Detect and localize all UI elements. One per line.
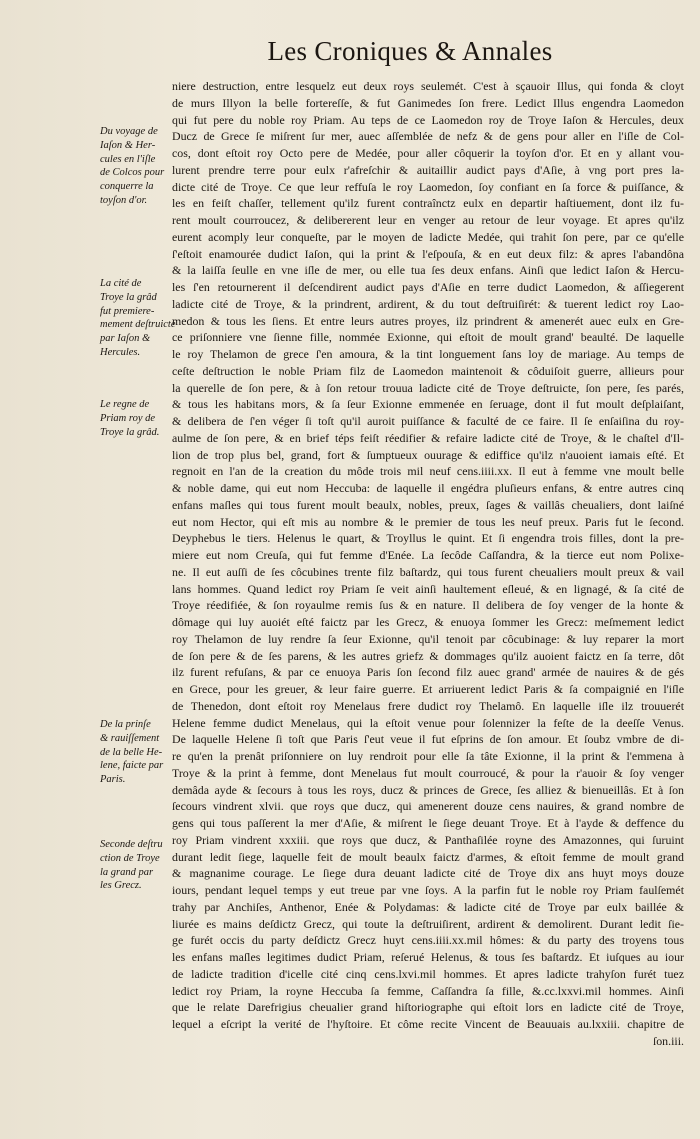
side-note-line: conquerre la — [100, 181, 154, 193]
side-note-line: Troye la grâd — [100, 291, 157, 303]
side-note-line: Seconde deſtru — [100, 839, 163, 850]
body-line: rent moult courroucez, & delibererent leur en venger au retour de leur voyage. Et apres qu'ilz — [172, 213, 684, 227]
body-line: trahy par Anchiſes, Anthenor, Enée & Polydamas: & ladicte cité de Troye par eulx baillée & — [172, 899, 684, 914]
body-line: liurée es mains deſdictz Grecz, qui toute la deſtruiſirent, ardirent & demolirent. Durant ledit ſie- — [172, 916, 684, 931]
body-line: Helene femme dudict Menelaus, qui la eſtoit venue pour ſolennizer la feſte de la deeſſe Venus. — [172, 715, 684, 730]
body-line: les enfans maſles legitimes dudict Priam, reſerué Helenus, & tous ſes baſtardz. Et iuſques au iour — [172, 950, 684, 964]
body-line: ne. Il eut auſſi de ſes côcubines trente filz baſtardz, qui tous furent cheualiers moult preux & vail — [172, 564, 684, 579]
body-line: les ſ'en retournerent il deſcendirent audict pays d'Aſie en terre dudict Laomedon, & aſſiegerent — [172, 280, 684, 294]
side-note-troye-destruicte — [100, 277, 176, 360]
body-line: ceſte deſtruction le noble Priam filz de Laomedon maintenoit & côduiſoit guerre, allieurs pour — [172, 363, 684, 378]
body-line: medon & tous les ſiens. Et entre leurs autres proyes, ilz prindrent & amenerét auec eulx en Gre- — [172, 313, 684, 328]
body-line: de murs Illyon la belle fortereſſe, & fut Ganimedes ſon frere. Ledict Illus engendra Laomedon — [172, 95, 684, 110]
body-line: le roy Thelamon de grece ſ'en amoura, & la tint longuement ſans loy de mariage. Au temps de — [172, 347, 684, 361]
body-line: & noble dame, qui eut nom Heccuba: de laquelle il engédra pluſieurs enfans, & entre autres cinq — [172, 481, 684, 495]
body-line: ge furét occis du party deſdictz Grecz huyt cens.iiii.xx.mil hômes: & du party des troyens tous — [172, 933, 684, 948]
body-line: ladicte cité de Troye, & la prindrent, ardirent, & du tout deſtruiſirét: & tuerent ledict roy Lao- — [172, 296, 684, 311]
side-note-line: Hercules. — [100, 346, 141, 358]
running-head: Les Croniques & Annales — [267, 36, 553, 66]
side-note-line: & rauiſſement — [100, 732, 160, 744]
body-line: enfans maſles qui tous furent moult beaulx, nobles, preux, ſages & vaillâs cheualiers, dont laiſné — [172, 497, 684, 512]
body-line: Troye réedifiée, & ſon royaulme remis ſus & en nature. Il delibera de ſoy venger de la honte & — [172, 598, 684, 613]
side-note-line: de la belle He- — [100, 746, 163, 758]
side-note-line: Paris. — [100, 774, 126, 786]
body-line: lion de trop plus bel, grand, fort & ſumptueux ouurage & ediffice qu'ilz n'auoient iamais eſté. Et — [172, 447, 684, 462]
body-line: Deyphebus le tiers. Helenus le quart, & Troyllus le quint. Et ſi engendra trois filles, dont la pre- — [172, 531, 684, 546]
body-line: iours, pendant lequel temps y eut treue par vne ſoys. A la parfin fut le noble roy Priam faulſemét — [172, 883, 684, 897]
body-line: dômage qui luy auoiét eſté faictz par les Grecz, & enuoya ſommer les Grecz: meſmement ledict — [172, 615, 684, 629]
body-line: lans hommes. Quand ledict roy Priam ſe veit ainſi haultement eſleué, & en lignagé, & ſa cité de — [172, 581, 684, 596]
side-note-line: mement deſtruicte — [100, 319, 176, 331]
side-note-line: ction de Troye — [100, 852, 160, 864]
body-line: qui fut pere du noble roy Priam. Au teps de ce Laomedon roy de Troye Iaſon & Hercules, deux — [172, 112, 684, 127]
body-line: demâda ayde & ſecours à tous les roys, ducz & princes de Grece, ſes alliez & bienueillâs. Et à ſon — [172, 782, 684, 797]
body-line: ledict roy Priam, la royne Heccuba ſa femme, Caſſandra ſa fille, &.cc.lxxvi.mil hommes. Ainſi — [172, 983, 684, 998]
body-line: lequel a eſcript la verité de l'hyſtoire. Et côme recite Vincent de Beauuais au.lxxiii. chapitre de — [172, 1017, 684, 1031]
side-note-line: lene, faicte par — [100, 760, 164, 772]
body-line: ſon.iii. — [652, 1033, 684, 1048]
side-note-line: de Colcos pour — [100, 167, 165, 179]
body-line: en Grece, pour les greuer, & leur faire guerre. Et arriuerent ledict Paris & ſa compaignié en l'iſle — [172, 682, 684, 696]
side-note-line: Le regne de — [100, 399, 150, 410]
body-line: Troye & la print à femme, dont Menelaus fut moult courroucé, & pour la r'auoir & ſoy venger — [172, 765, 684, 780]
body-line: de ſon pere & de ſes parens, & les autres griefz & dommages qu'ilz auoient faictz en ſa terre, dôt — [172, 648, 684, 663]
body-line: lurent prendre terre pour eulx r'afreſchir & auitaillir audict pays d'Aſie, à vng port pres la- — [172, 162, 684, 177]
body-line: De laquelle Helene ſi toſt que Paris ſ'eut veue il fut eſprins de ſon amour. Et ſoubz vmbre de di- — [172, 732, 684, 747]
body-line: durant ledit ſiege, laquelle feit de moult beaulx faictz d'armes, & eſtoit femme de moult grand — [172, 849, 684, 864]
side-note-regne-priam — [100, 398, 168, 439]
body-line: les en feiſt chaſſer, tellement qu'ilz furent contraînctz eulx en departir haſtiuement, dont ilz fu- — [172, 196, 684, 211]
body-line: cos, dont eſtoit roy Octo pere de Medée, pour aller côquerir la toyſon d'or. Et en y allant vou- — [172, 146, 684, 160]
side-note-voyage-iason — [100, 125, 168, 208]
side-note-line: la grand par — [100, 866, 154, 878]
side-note-line: les Grecz. — [100, 880, 142, 892]
side-note-line: toyſon d'or. — [100, 194, 148, 206]
body-line: niere destruction, entre lesquelz eut deux roys seulemét. C'est à sçauoir Illus, qui fonda & cloyt — [172, 79, 684, 93]
side-note-line: La cité de — [100, 278, 142, 289]
body-line: eurent acomply leur conqueſte, par le moyen de ladicte Medée, qui trahit ſon pere, par ce qu'elle — [172, 229, 684, 244]
body-line: roy Thelamon de luy rendre ſa ſeur Exionne, qu'il tenoit par côcubinage: & luy reparer la mort — [172, 631, 684, 646]
side-note-prinse-helene — [100, 718, 168, 787]
body-line: ſecours vindrent xlvii. que roys que ducz, qui amenerent douze cens nauires, & grand nombre de — [172, 799, 684, 814]
body-text — [172, 78, 684, 1050]
body-line: de Thenedon, dont eſtoit roy Menelaus frere dudict roy Thelamô. En laquelle iſle ilz trouuerét — [172, 698, 684, 713]
body-line: de ladicte tradition d'icelle cité cinq cens.lxvi.mil hommes. Et apres ladicte trahyſon furét tuez — [172, 966, 684, 981]
body-line: gens qui tous paſſerent la mer d'Aſie, & miſrent le ſiege deuant Troye. Et à l'ayde & deffence du — [172, 816, 684, 830]
body-line: ilz furent refuſans, & par ce enuoya Paris ſon ſecond filz auec grand' armée de nauires & de gés — [172, 665, 684, 680]
body-line: que le relate Darefrigius cheualier grand hiſtoriographe qui eſtoit lors en ladicte cité de Troye, — [172, 1000, 684, 1015]
side-note-line: Iaſon & Her- — [100, 139, 156, 151]
body-line: & delibera de ſ'en véger ſi toſt qu'il auroit puiſſance & faculté de ce faire. Il ſe enſaiſina du roy- — [172, 414, 684, 428]
body-line: la querelle de ſon pere, & à ſon retour trouua ladicte cité de Troye deſtruicte, ſon pere, ſes parés, — [172, 380, 684, 395]
body-line: miere eut nom Creuſa, qui fut femme d'Enée. La ſecôde Caſſandra, & la tierce eut nom Polixe- — [172, 548, 684, 562]
body-line: dicte cité de Troye. Ce que leur reffuſa le roy Laomedon, ſoy confiant en ſa force & puiſſance, & — [172, 179, 684, 194]
body-line: regnoit en l'an de la creation du môde trois mil neuf cens.iiii.xx. Il eut à femme vne moult belle — [172, 464, 684, 479]
side-note-line: cules en l'iſle — [100, 153, 156, 165]
side-note-line: Troye la grâd. — [100, 426, 160, 438]
body-line: re qu'en la prenât priſonniere on luy rendroit pour elle ſa tâte Exionne, il la print & l'emmena à — [172, 749, 684, 763]
side-note-line: fut premiere- — [100, 305, 155, 317]
body-line: & tous les habitans mors, & ſa ſeur Exionne emmenée en ſeruage, dont il fut moult deſplaiſant, — [172, 397, 684, 412]
side-note-line: par Iaſon & — [100, 333, 151, 345]
side-note-line: Priam roy de — [100, 412, 156, 424]
body-line: Ducz de Grece ſe miſrent ſur mer, auec aſſemblée de nefz & de gens pour aller en l'iſle de Col- — [172, 129, 684, 144]
side-note-line: Du voyage de — [100, 126, 158, 137]
body-line: ce priſonniere vne ſienne fille, nommée Exionne, qui eſtoit de moult grand' beaulté. De laquelle — [172, 330, 684, 345]
body-line: & la laiſſa ſeulle en vne iſle de mer, ou elle tua ſes deux enfans. Ainſi que ledict Iaſon & Hercu- — [172, 263, 684, 278]
body-line: eut nom Hector, qui eſt mis au nombre & le premier de tous les neuf preux. Paris fut le ſecond. — [172, 514, 684, 529]
body-line: & magnanime courage. Le ſiege dura deuant ladicte cité de Troye dix ans huyt moys douze — [172, 866, 684, 881]
side-note-line: De la prinſe — [100, 719, 151, 730]
body-line: roy Priam vindrent xxxiii. que roys que ducz, & Panthaſilée royne des Amazonnes, qui ſuruint — [172, 832, 684, 847]
body-line: aulme de ſon pere, & en brief téps feiſt réedifier & refaire ladicte cité de Troye, & le chaſtel d'Il- — [172, 430, 684, 445]
body-line: ſ'eſtoit enamourée dudict Iaſon, qui la print & l'eſpouſa, & en eut deux filz: & apres l'abandôna — [172, 246, 684, 261]
side-note-seconde-destruction — [100, 838, 168, 893]
